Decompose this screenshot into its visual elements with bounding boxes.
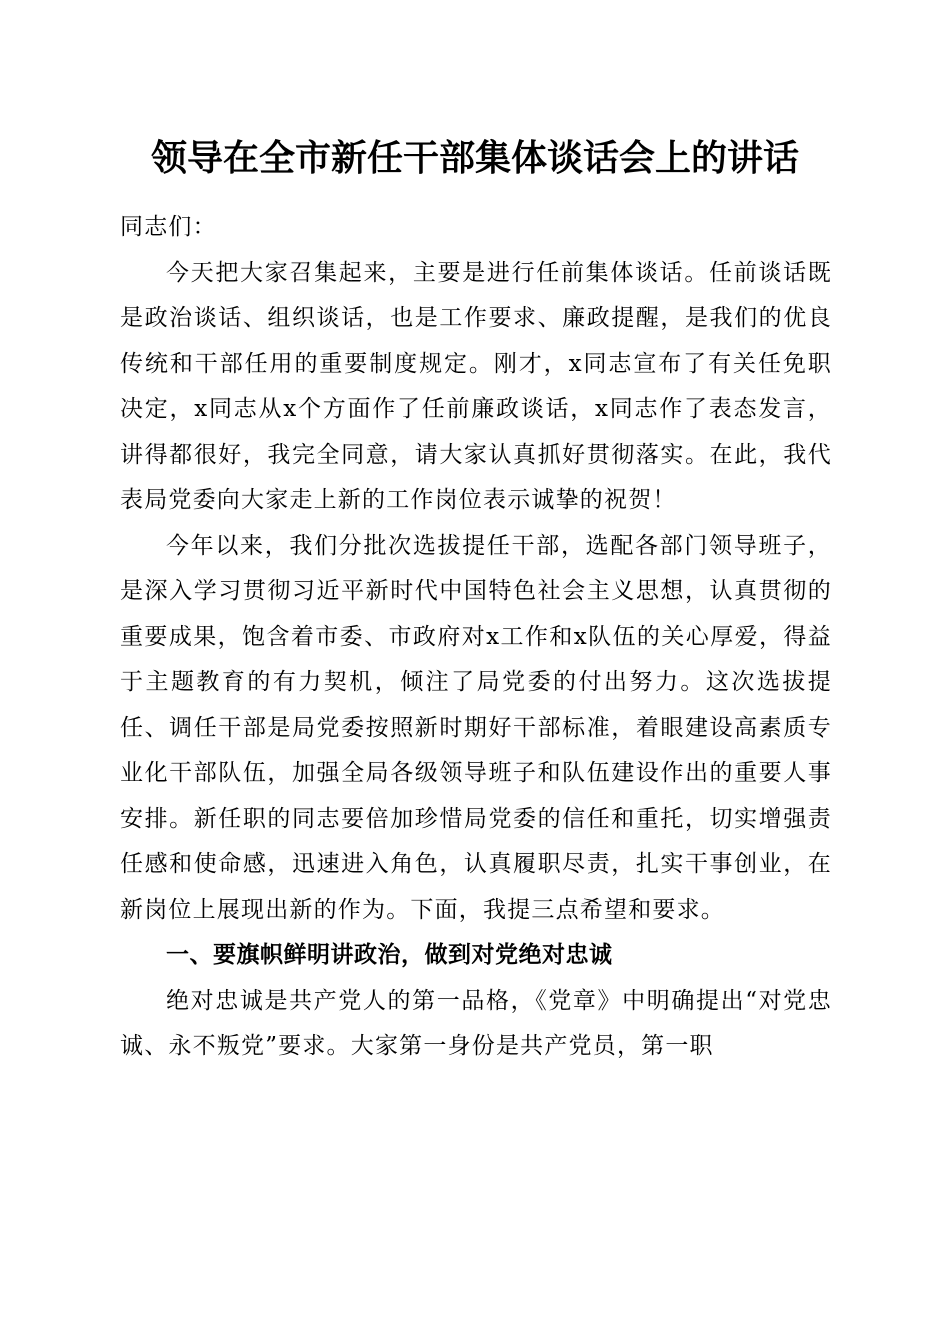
document-body: [120, 205, 832, 1070]
section-heading: 一、要旗帜鲜明讲政治，做到对党绝对忠诚: [166, 942, 613, 968]
body-paragraph: 今年以来，我们分批次选拔提任干部，选配各部门领导班子，是深入学习贯彻习近平新时代中国特色社会主义思想，认真贯彻的重要成果，饱含着市委、市政府对x工作和x队伍的关心厚爱，得益于主题教育的有力契机，倾注了局党委的付出努力。这次选拔提任、调任干部是局党委按照新时期好干部标准，着眼建设高素质专业化干部队伍，加强全局各级领导班子和队伍建设作出的重要人事安排。新任职的同志要倍加珍惜局党委的信任和重托，切实增强责任感和使命感，迅速进入角色，认真履职尽责，扎实干事创业，在新岗位上展现出新的作为。下面，我提三点希望和要求。: [120, 532, 832, 923]
document-title: 领导在全市新任干部集体谈话会上的讲话: [150, 137, 799, 179]
body-paragraph: 今天把大家召集起来，主要是进行任前集体谈话。任前谈话既是政治谈话、组织谈话，也是工作要求、廉政提醒，是我们的优良传统和干部任用的重要制度规定。刚才，x同志宣布了有关任免职决定，x同志从x个方面作了任前廉政谈话，x同志作了表态发言，讲得都很好，我完全同意，请大家认真抓好贯彻落实。在此，我代表局党委向大家走上新的工作岗位表示诚挚的祝贺！: [120, 259, 832, 513]
section-paragraph: 绝对忠诚是共产党人的第一品格，《党章》中明确提出“对党忠诚、永不叛党”要求。大家第一身份是共产党员，第一职: [120, 987, 832, 1059]
salutation: 同志们：: [120, 214, 217, 240]
